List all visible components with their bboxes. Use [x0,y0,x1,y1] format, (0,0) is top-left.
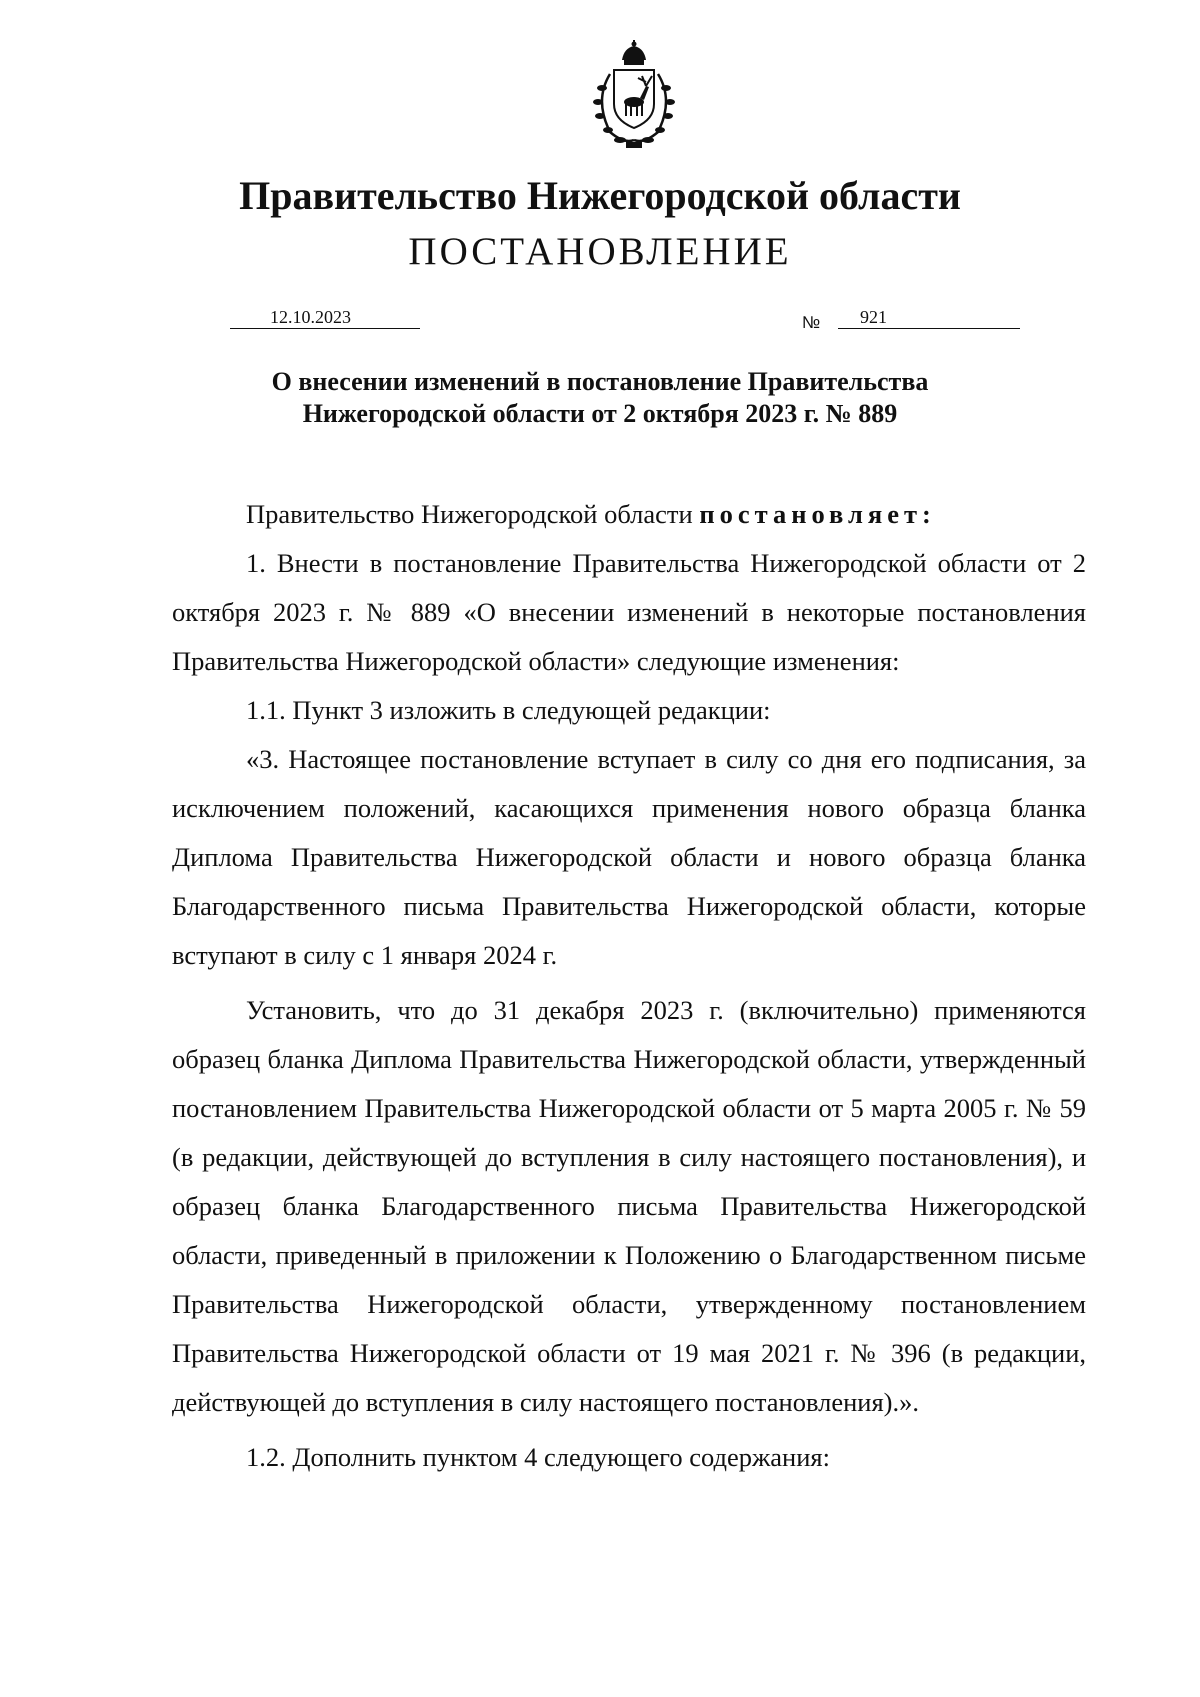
intro-text: Правительство Нижегородской области [246,499,700,529]
intro-decree-word: постановляет: [699,499,936,529]
document-type: ПОСТАНОВЛЕНИЕ [408,230,792,273]
intro-paragraph [172,490,1086,539]
organization-title: Правительство Нижегородской области [239,173,961,218]
paragraph-1: 1. Внести в постановление Правительства Нижегородской области от 2 октября 2023 г. № 889 «О внесении изменений в некоторые постановления Правительства Нижегородской области» следующие изменения: [172,548,1086,676]
paragraph-quote: «3. Настоящее постановление вступает в силу со дня его подписания, за исключением положений, касающихся применения нового образца бланка Диплома Правительства Нижегородской области и нового образца бланка Благодарственного письма Правительства Нижегородской области, которые вступают в силу с 1 января 2024 г. [172,744,1086,970]
paragraph-establish: Установить, что до 31 декабря 2023 г. (включительно) применяются образец бланка Диплома Правительства Нижегородской области, утвержденный постановлением Правительства Нижегородской области от 5 марта 2005 г. № 59 (в редакции, действующей до вступления в силу настоящего постановления), и образец бланка Благодарственного письма Правительства Нижегородской области, приведенный в приложении к Положению о Благодарственном письме Правительства Нижегородской области, утвержденному постановлением Правительства Нижегородской области от 19 мая 2021 г. № 396 (в редакции, действующей до вступления в силу настоящего постановления).». [172,995,1086,1417]
paragraph-1-2: 1.2. Дополнить пунктом 4 следующего содержания: [246,1442,830,1472]
paragraph-1-1: 1.1. Пункт 3 изложить в следующей редакции: [246,695,771,725]
number-label: № [802,313,821,332]
document-body [172,490,1086,1482]
subject-line-2: Нижегородской области от 2 октября 2023 г. № 889 [302,399,898,428]
coat-of-arms-icon [580,40,688,152]
subject-line-1: О внесении изменений в постановление Правительства [271,367,929,396]
document-date: 12.10.2023 [230,306,420,329]
document-number: 921 [838,306,1020,329]
document-subject [0,366,1200,430]
